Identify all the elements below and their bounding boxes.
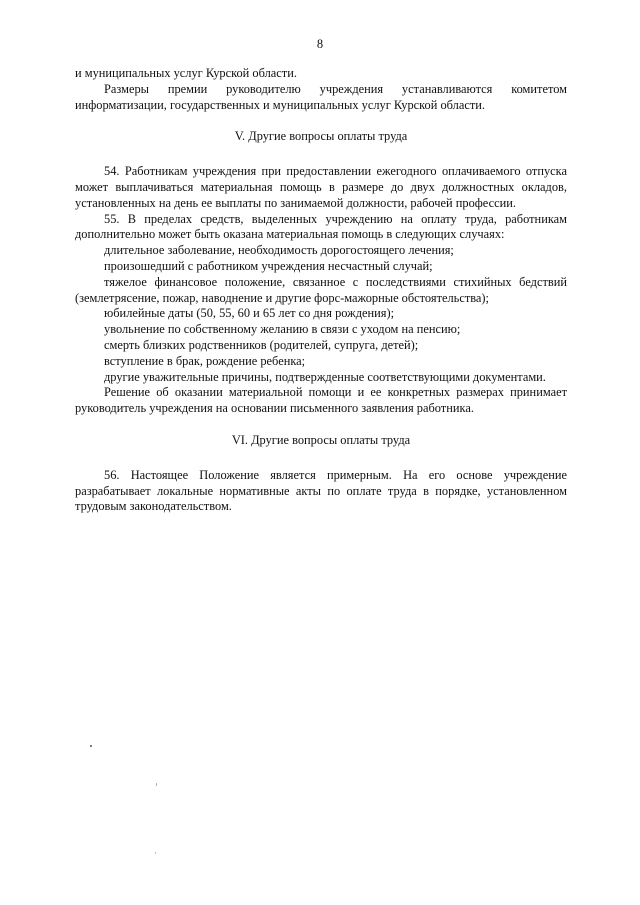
case-item-other-reasons: другие уважительные причины, подтвержденные соответствующими документами. xyxy=(104,369,546,384)
case-item-accident: произошедший с работником учреждения несчастный случай; xyxy=(104,258,433,273)
scan-speck xyxy=(90,745,92,747)
case-item-bereavement: смерть близких родственников (родителей, супруга, детей); xyxy=(104,337,419,352)
page-number: 8 xyxy=(316,37,324,51)
section-5-heading: V. Другие вопросы оплаты труда xyxy=(234,129,408,144)
paragraph-54: 54. Работникам учреждения при предоставлении ежегодного оплачиваемого отпуска может выплачиваться материальная помощь в размере до двух должностных окладов, установленных на день ее выплаты по занимаемой должности, рабочей профессии. xyxy=(75,164,567,210)
section-6-heading: VI. Другие вопросы оплаты труда xyxy=(231,432,411,447)
case-item-disaster: тяжелое финансовое положение, связанное с последствиями стихийных бедствий (землетрясение, пожар, наводнение и другие форс-мажорные обстоятельства); xyxy=(75,274,567,305)
scan-speck xyxy=(155,852,156,854)
case-item-anniversary: юбилейные даты (50, 55, 60 и 65 лет со дня рождения); xyxy=(104,306,395,321)
paragraph-55: 55. В пределах средств, выделенных учреждению на оплату труда, работникам дополнительно может быть оказана материальная помощь в следующих случаях: xyxy=(75,211,567,242)
paragraph-56: 56. Настоящее Положение является примерным. На его основе учреждение разрабатывает локальные нормативные акты по оплате труда в порядке, установленном трудовым законодательством. xyxy=(75,467,567,514)
premium-paragraph: Размеры премии руководителю учреждения устанавливаются комитетом информатизации, государственных и муниципальных услуг Курской области. xyxy=(75,81,567,112)
case-item-marriage-birth: вступление в брак, рождение ребенка; xyxy=(104,353,306,368)
document-body xyxy=(75,66,567,515)
continuation-text: и муниципальных услуг Курской области. xyxy=(75,66,297,80)
decision-paragraph: Решение об оказании материальной помощи и ее конкретных размерах принимает руководитель учреждения на основании письменного заявления работника. xyxy=(75,385,567,416)
case-item-retirement: увольнение по собственному желанию в связи с уходом на пенсию; xyxy=(104,322,461,337)
case-item-illness: длительное заболевание, необходимость дорогостоящего лечения; xyxy=(104,243,454,258)
scan-speck xyxy=(156,783,157,786)
